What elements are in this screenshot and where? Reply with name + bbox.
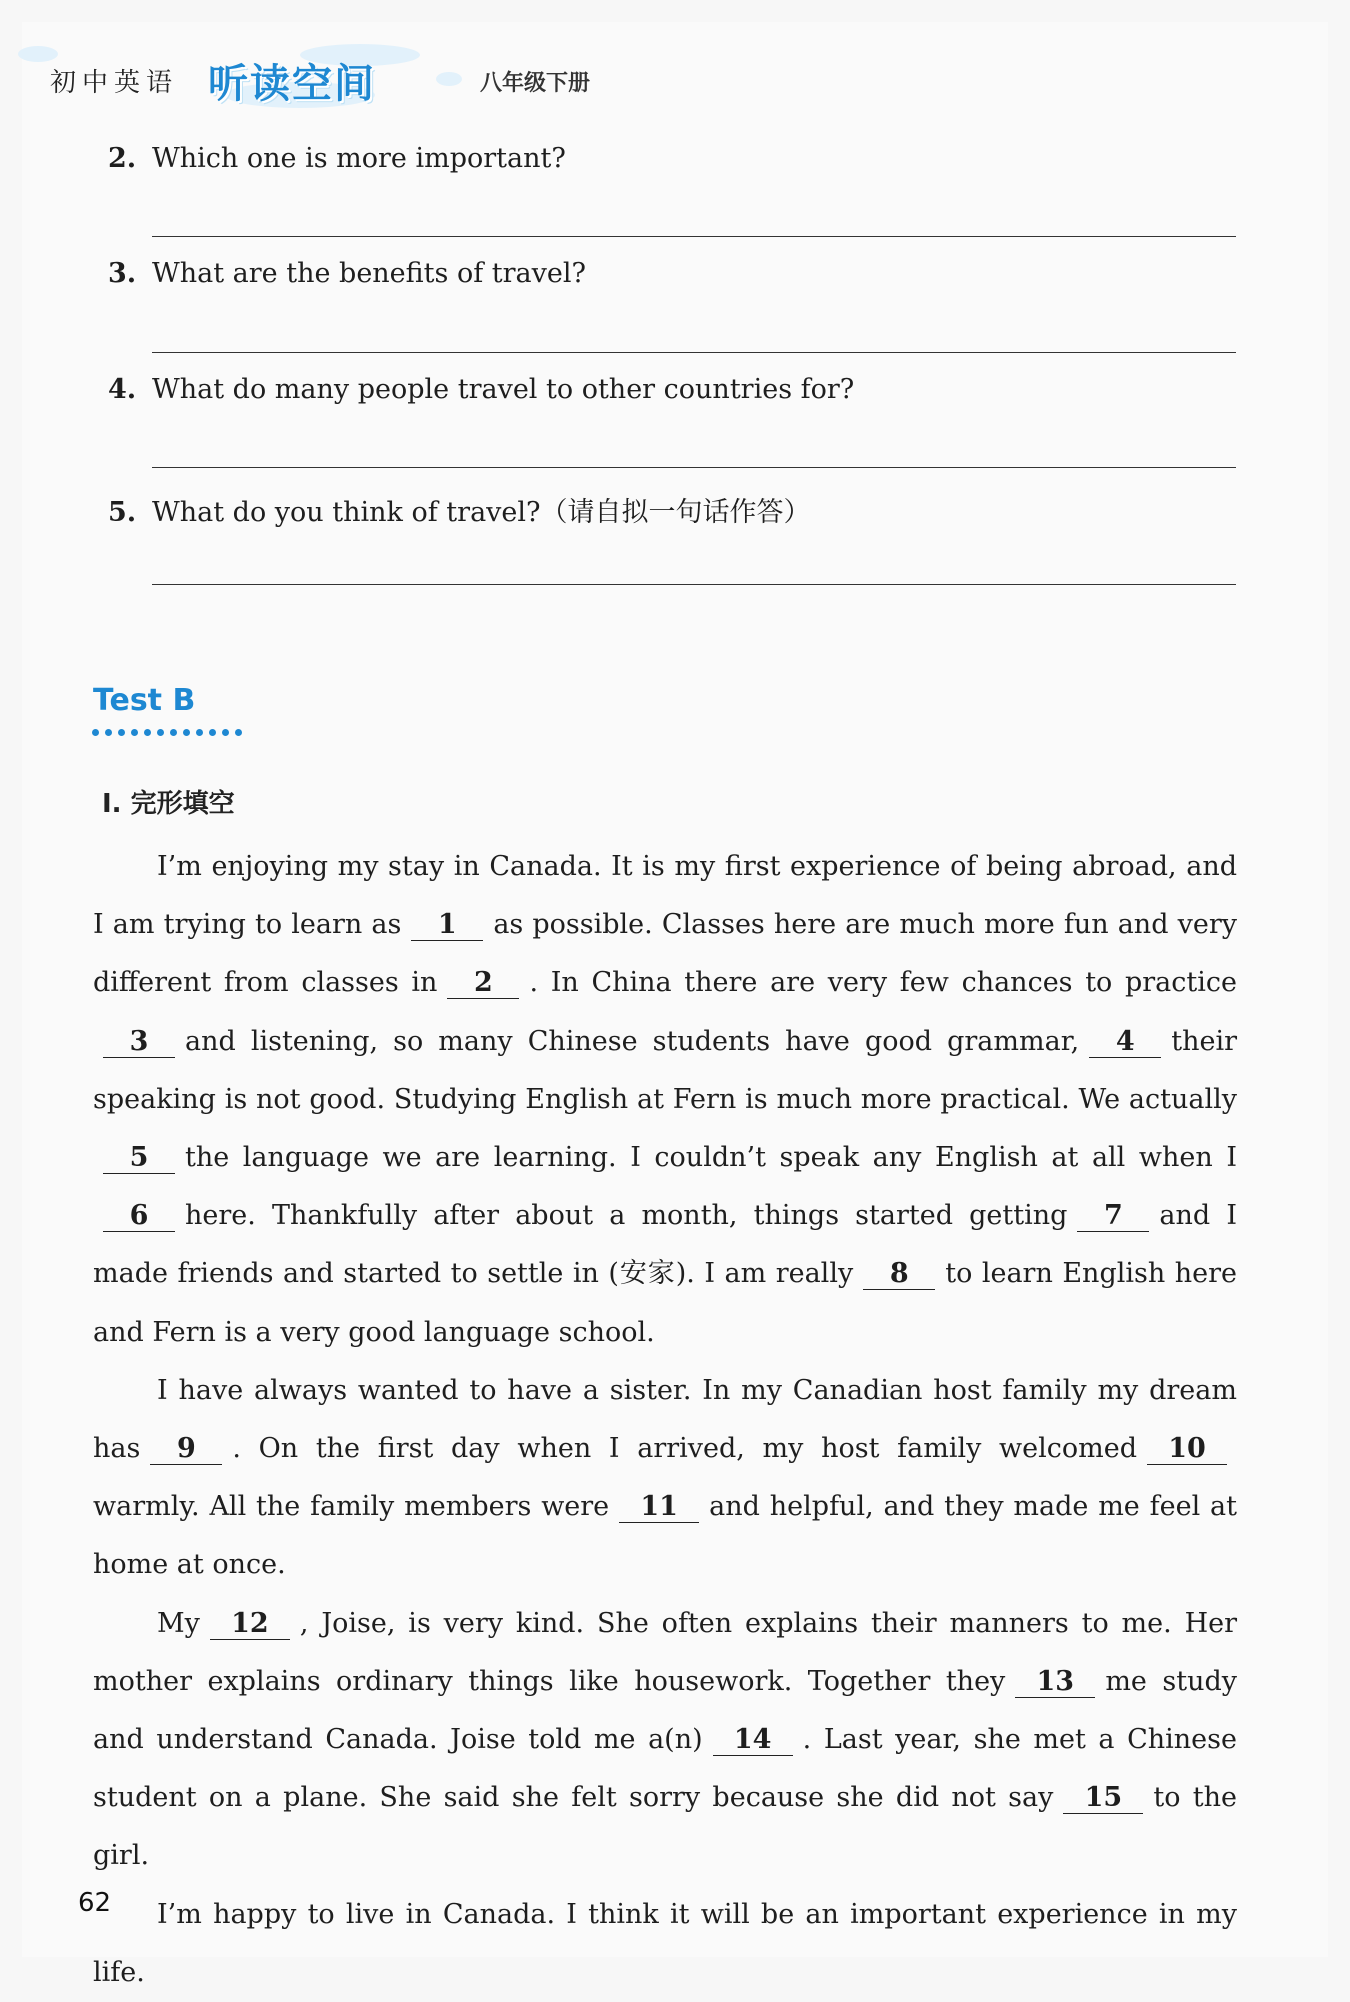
blank-15[interactable]: 15	[1063, 1783, 1143, 1814]
question-text: What do you think of travel?（请自拟一句话作答）	[152, 497, 811, 528]
passage-text: their speaking is not good. Studying English at Fern is much more practical. We actually	[93, 1025, 1237, 1115]
passage-text: to the girl.	[93, 1782, 1237, 1872]
question-4	[108, 374, 854, 405]
cloud-decoration	[18, 46, 58, 62]
passage-text: to learn English here and Fern is a very good language school.	[93, 1258, 1237, 1348]
section-title: Test B	[93, 683, 196, 718]
question-text: Which one is more important?	[152, 143, 566, 174]
passage-text: My	[157, 1607, 200, 1639]
passage-text: me study and understand Canada. Joise told me a(n)	[93, 1665, 1238, 1756]
blank-7[interactable]: 7	[1077, 1201, 1149, 1232]
passage-paragraph	[93, 1595, 1237, 1886]
part-title: Ⅰ. 完形填空	[102, 789, 235, 819]
passage-text: . On the first day when I arrived, my host family welcomed	[232, 1433, 1137, 1465]
page-number: 62	[78, 1888, 112, 1918]
passage-paragraph: I’m happy to live in Canada. I think it will be an important experience in my life.	[93, 1898, 1237, 1988]
passage-text: . Last year, she met a Chinese student on a plane. She said she felt sorry because she did not say	[93, 1724, 1237, 1814]
passage-text: I’m enjoying my stay in Canada. It is my first experience of being abroad, and I am trying to learn as	[93, 851, 1237, 941]
passage-text: warmly. All the family members were	[93, 1491, 610, 1523]
blank-12[interactable]: 12	[210, 1609, 290, 1640]
blank-6[interactable]: 6	[103, 1201, 175, 1232]
blank-11[interactable]: 11	[619, 1492, 699, 1523]
passage-text: and I made friends and started to settle in (安家). I am really	[93, 1200, 1237, 1290]
passage-text: I have always wanted to have a sister. In my Canadian host family my dream has	[93, 1374, 1237, 1465]
blank-13[interactable]: 13	[1015, 1667, 1095, 1698]
blank-2[interactable]: 2	[447, 968, 519, 999]
question-number: 5.	[108, 497, 137, 528]
blank-3[interactable]: 3	[103, 1027, 175, 1058]
passage-text: here. Thankfully after about a month, things started getting	[185, 1200, 1068, 1232]
question-text: What do many people travel to other countries for?	[152, 374, 855, 405]
blank-9[interactable]: 9	[150, 1434, 222, 1465]
passage-paragraph	[93, 1362, 1237, 1595]
blank-1[interactable]: 1	[411, 910, 483, 941]
question-text: What are the benefits of travel?	[152, 258, 586, 289]
blank-14[interactable]: 14	[713, 1725, 793, 1756]
blank-8[interactable]: 8	[863, 1259, 935, 1290]
answer-line[interactable]	[152, 584, 1236, 585]
blank-4[interactable]: 4	[1089, 1027, 1161, 1058]
answer-line[interactable]	[152, 236, 1236, 237]
question-number: 4.	[108, 374, 137, 405]
blank-5[interactable]: 5	[103, 1143, 175, 1174]
question-5	[108, 490, 811, 529]
answer-line[interactable]	[152, 352, 1236, 353]
passage-text: the language we are learning. I couldn’t speak any English at all when I	[185, 1142, 1237, 1174]
question-number: 2.	[108, 143, 137, 174]
question-number: 3.	[108, 258, 137, 289]
question-2	[108, 143, 566, 174]
passage-paragraph	[93, 838, 1237, 1362]
cloze-passage	[93, 838, 1237, 2002]
answer-line[interactable]	[152, 467, 1236, 468]
passage-text: . In China there are very few chances to practice	[529, 967, 1237, 999]
grade-label: 八年级下册	[480, 71, 591, 96]
passage-text: as possible. Classes here are much more fun and very different from classes in	[93, 909, 1237, 999]
dotted-underline	[92, 729, 242, 736]
blank-10[interactable]: 10	[1147, 1434, 1227, 1465]
cloud-decoration	[436, 72, 462, 86]
question-3	[108, 258, 586, 289]
passage-text: , Joise, is very kind. She often explains their manners to me. Her mother explains ordinary things like housework. Together they	[93, 1607, 1237, 1697]
series-title: 初中英语	[50, 68, 179, 98]
brand-logo: 听读空间	[208, 61, 376, 107]
passage-text: and listening, so many Chinese students have good grammar,	[185, 1025, 1080, 1057]
passage-text: and helpful, and they made me feel at home at once.	[93, 1491, 1237, 1581]
